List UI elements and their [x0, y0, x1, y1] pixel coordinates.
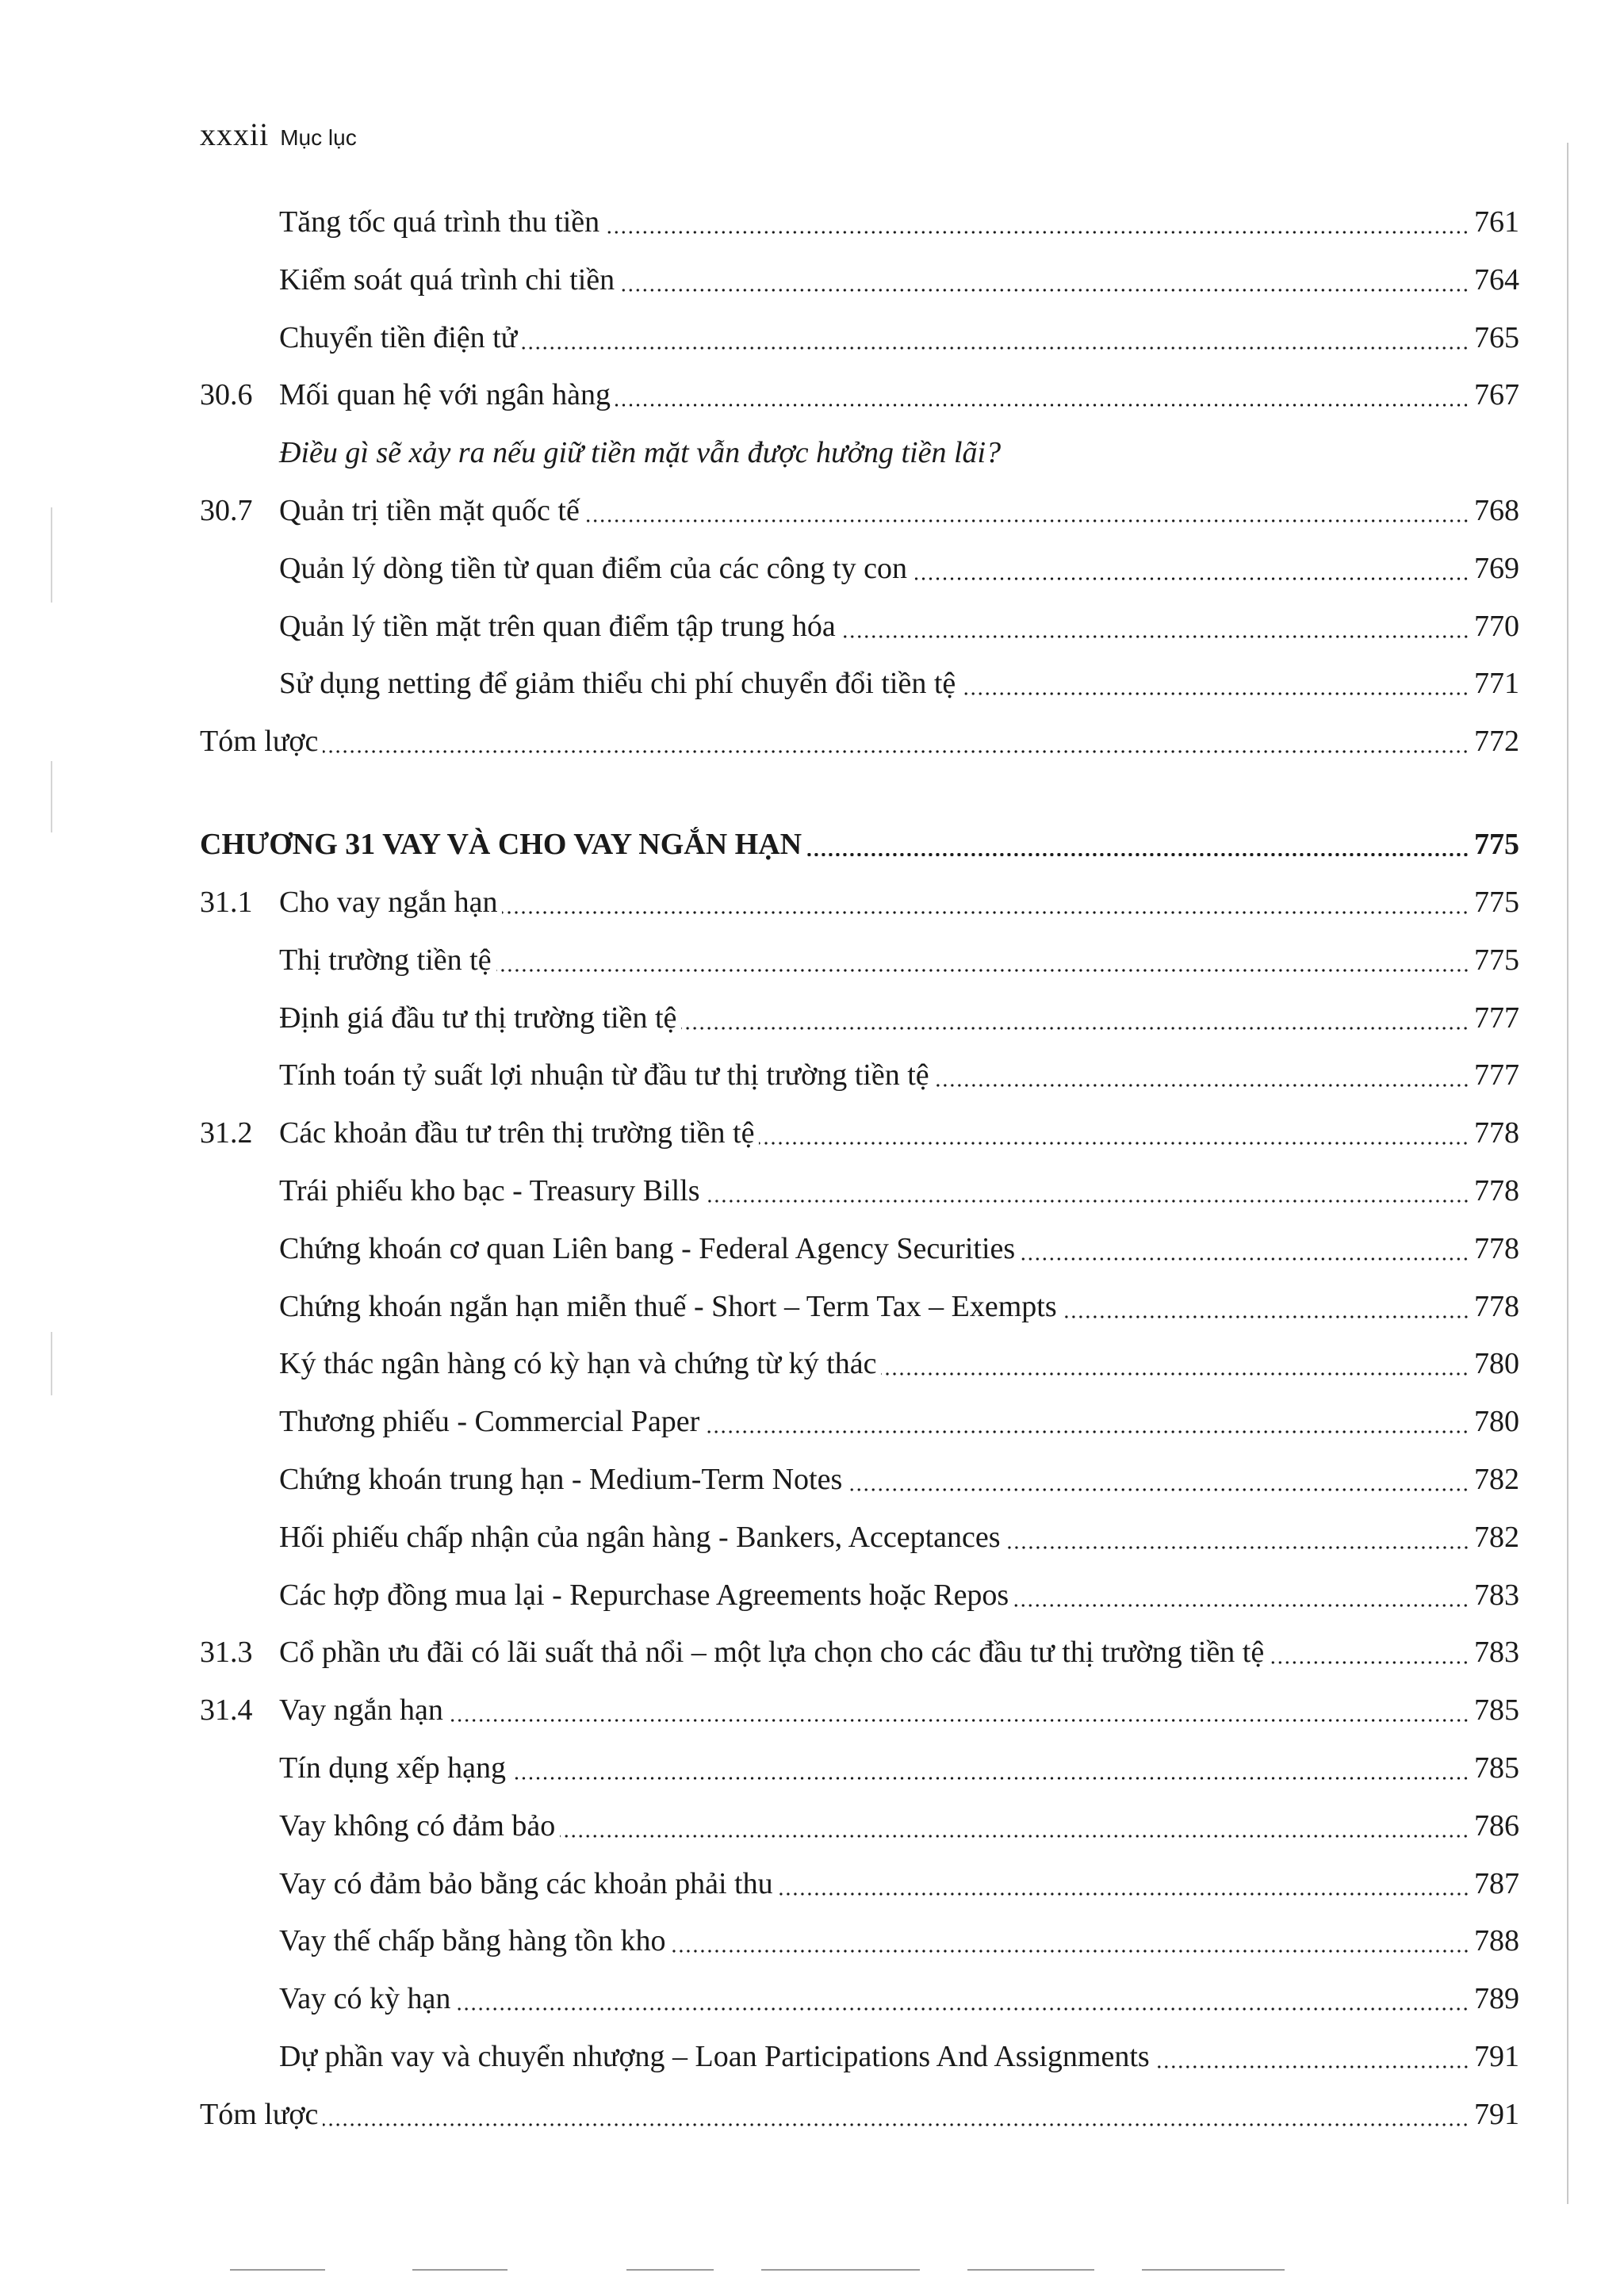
dot-leader [934, 1084, 1469, 1087]
dot-leader [323, 750, 1469, 753]
page-reference: 778 [1474, 1290, 1519, 1324]
toc-entry-body [279, 609, 1519, 645]
toc-entry-body [279, 1115, 1519, 1152]
page-reference: 783 [1474, 1636, 1519, 1670]
toc-entry-body [279, 1520, 1519, 1556]
dot-leader [522, 346, 1469, 350]
toc-entry [200, 655, 1519, 702]
page-reference: 768 [1474, 494, 1519, 528]
dot-leader [806, 852, 1469, 856]
toc-entry-body [200, 2097, 1519, 2133]
page-reference: 772 [1474, 725, 1519, 759]
toc-entry [200, 1912, 1519, 1960]
dot-leader [841, 635, 1469, 638]
page-reference: 778 [1474, 1174, 1519, 1208]
toc-entry [200, 874, 1519, 921]
toc-entry [200, 251, 1519, 299]
entry-title: Tăng tốc quá trình thu tiền [279, 205, 600, 239]
entry-title: Vay không có đảm bảo [279, 1809, 556, 1843]
scan-line [967, 2269, 1094, 2271]
section-number: 31.4 [200, 1693, 253, 1728]
toc-entry-body [279, 1866, 1519, 1903]
toc-entry [200, 309, 1519, 357]
scan-line [761, 2269, 920, 2271]
dot-leader [778, 1892, 1469, 1896]
dot-leader [615, 404, 1469, 407]
toc-entry [200, 1970, 1519, 2018]
toc-entry-body [279, 205, 1519, 241]
page-reference: 791 [1474, 2040, 1519, 2074]
page-reference: 775 [1474, 886, 1519, 920]
entry-title: Tóm lược [200, 2098, 319, 2132]
toc-entry-body [279, 885, 1519, 921]
toc-entry [200, 2086, 1519, 2133]
toc-entry [200, 1393, 1519, 1441]
page-reference: 770 [1474, 610, 1519, 644]
dot-leader [681, 1027, 1469, 1030]
section-number: 30.6 [200, 378, 253, 412]
dot-leader [604, 231, 1469, 234]
entry-title: Tóm lược [200, 725, 319, 759]
section-number: 30.7 [200, 494, 253, 528]
toc-entry [200, 424, 1519, 472]
toc-entry [200, 1451, 1519, 1498]
toc-entry-body [279, 493, 1519, 530]
page-reference: 778 [1474, 1116, 1519, 1150]
entry-title: Hối phiếu chấp nhận của ngân hàng - Bankers, Acceptances [279, 1521, 1001, 1555]
dot-leader [671, 1950, 1469, 1953]
entry-title: Quản trị tiền mặt quốc tế [279, 494, 580, 528]
entry-title: Điều gì sẽ xảy ra nếu giữ tiền mặt vẫn được hưởng tiền lãi? [279, 436, 1002, 470]
toc-entry [200, 1278, 1519, 1326]
page-reference: 787 [1474, 1867, 1519, 1901]
scan-line [626, 2269, 714, 2271]
page-reference: 775 [1474, 943, 1519, 978]
toc-entry-body [279, 1693, 1519, 1729]
toc-entry-body [279, 1001, 1519, 1037]
dot-leader [1005, 1546, 1469, 1549]
page-reference: 785 [1474, 1693, 1519, 1728]
toc-entry-body [279, 262, 1519, 299]
margin-mark [51, 507, 52, 603]
entry-title: Dự phần vay và chuyển nhượng – Loan Participations And Assignments [279, 2040, 1150, 2074]
toc-entry [200, 713, 1519, 760]
dot-leader [502, 911, 1469, 914]
page-reference: 765 [1474, 321, 1519, 355]
toc-entry [200, 366, 1519, 414]
margin-mark [51, 1332, 52, 1395]
entry-title: Tín dụng xếp hạng [279, 1751, 507, 1785]
page-number: xxxii [200, 117, 270, 152]
dot-leader [619, 289, 1469, 292]
page-reference: 791 [1474, 2098, 1519, 2132]
toc-entry [200, 482, 1519, 530]
page-reference: 764 [1474, 263, 1519, 297]
entry-title: Tính toán tỷ suất lợi nhuận từ đầu tư thị trường tiền tệ [279, 1058, 929, 1093]
toc-entry [200, 1624, 1519, 1671]
toc-entry [200, 989, 1519, 1037]
dot-leader [1155, 2065, 1469, 2068]
toc-entry-body [279, 1808, 1519, 1845]
dot-leader [847, 1488, 1469, 1491]
entry-title: Chứng khoán ngắn hạn miễn thuế - Short – Term Tax – Exempts [279, 1290, 1057, 1324]
page-reference: 777 [1474, 1058, 1519, 1093]
entry-title: Thị trường tiền tệ [279, 943, 492, 978]
toc-entry [200, 1047, 1519, 1094]
entry-title: CHƯƠNG 31 VAY VÀ CHO VAY NGẮN HẠN [200, 828, 802, 862]
page-reference: 767 [1474, 378, 1519, 412]
entry-title: Ký thác ngân hàng có kỳ hạn và chứng từ ký thác [279, 1347, 877, 1381]
entry-title: Chứng khoán trung hạn - Medium-Term Notes [279, 1463, 843, 1497]
toc-entry [200, 1104, 1519, 1152]
dot-leader [560, 1835, 1469, 1838]
page-reference: 775 [1474, 828, 1519, 862]
toc-entry-body [279, 377, 1519, 414]
toc-entry [200, 193, 1519, 241]
page-reference: 780 [1474, 1405, 1519, 1439]
entry-title: Sử dụng netting để giảm thiểu chi phí chuyển đổi tiền tệ [279, 667, 956, 701]
toc-entry-body [279, 666, 1519, 702]
entry-title: Quản lý tiền mặt trên quan điểm tập trung hóa [279, 610, 836, 644]
page-reference: 788 [1474, 1924, 1519, 1958]
dot-leader [1062, 1315, 1469, 1318]
page-reference: 780 [1474, 1347, 1519, 1381]
toc-entry-body [200, 724, 1519, 760]
toc-entry-body [279, 1981, 1519, 2018]
page-reference: 789 [1474, 1982, 1519, 2016]
scan-line [1142, 2269, 1285, 2271]
entry-title: Trái phiếu kho bạc - Treasury Bills [279, 1174, 700, 1208]
toc-entry-body [279, 1058, 1519, 1094]
entry-title: Vay ngắn hạn [279, 1693, 443, 1728]
dot-leader [881, 1372, 1469, 1376]
page-reference: 786 [1474, 1809, 1519, 1843]
toc-entry-body [279, 1578, 1519, 1614]
entry-title: Cổ phần ưu đãi có lãi suất thả nổi – một lựa chọn cho các đầu tư thị trường tiền tệ [279, 1636, 1265, 1670]
toc-entry-body [279, 1751, 1519, 1787]
entry-title: Mối quan hệ với ngân hàng [279, 378, 611, 412]
dot-leader [705, 1200, 1469, 1203]
section-number: 31.1 [200, 886, 253, 920]
entry-title: Kiểm soát quá trình chi tiền [279, 263, 615, 297]
page-reference: 778 [1474, 1232, 1519, 1266]
toc-entry-body [200, 827, 1519, 863]
toc-entry-body [279, 551, 1519, 587]
running-title: Mục lục [280, 125, 357, 150]
page-reference: 782 [1474, 1521, 1519, 1555]
entry-title: Chuyển tiền điện tử [279, 321, 518, 355]
scan-line [230, 2269, 325, 2271]
toc-entry [200, 1335, 1519, 1383]
entry-title: Quản lý dòng tiền từ quan điểm của các công ty con [279, 552, 907, 586]
toc-entry-body [279, 1231, 1519, 1268]
page-reference: 782 [1474, 1463, 1519, 1497]
toc-entry-body [279, 1462, 1519, 1498]
toc-entry [200, 1682, 1519, 1729]
entry-title: Vay có đảm bảo bằng các khoản phải thu [279, 1867, 773, 1901]
entry-title: Vay thế chấp bằng hàng tồn kho [279, 1924, 666, 1958]
dot-leader [960, 692, 1469, 695]
dot-leader [1013, 1604, 1469, 1607]
toc-entry [200, 1220, 1519, 1268]
page-reference: 761 [1474, 205, 1519, 239]
entry-title: Vay có kỳ hạn [279, 1982, 451, 2016]
page-reference: 769 [1474, 552, 1519, 586]
chapter-heading [200, 816, 1519, 863]
entry-title: Các khoản đầu tư trên thị trường tiền tệ [279, 1116, 755, 1150]
page-reference: 777 [1474, 1001, 1519, 1035]
margin-mark [51, 761, 52, 832]
toc-entry-body [279, 1346, 1519, 1383]
scan-line [412, 2269, 508, 2271]
toc-entry-body [279, 1635, 1519, 1671]
toc-entry [200, 1509, 1519, 1556]
dot-leader [584, 519, 1469, 522]
toc-entry-body [279, 1923, 1519, 1960]
toc-entry-body [279, 2039, 1519, 2076]
entry-title: Cho vay ngắn hạn [279, 886, 498, 920]
toc-entry [200, 1797, 1519, 1845]
toc-entry [200, 1855, 1519, 1903]
toc-entry-body [279, 320, 1519, 357]
dot-leader [323, 2123, 1469, 2126]
page-edge-line [1567, 143, 1568, 2204]
toc-entry [200, 1739, 1519, 1787]
entry-title: Các hợp đồng mua lại - Repurchase Agreements hoặc Repos [279, 1578, 1009, 1613]
page-reference: 783 [1474, 1578, 1519, 1613]
dot-leader [496, 969, 1469, 972]
dot-leader [511, 1777, 1469, 1780]
dot-leader [455, 2007, 1469, 2011]
toc-entry [200, 1567, 1519, 1614]
toc-entry [200, 598, 1519, 645]
section-number: 31.3 [200, 1636, 253, 1670]
toc-entry [200, 932, 1519, 979]
entry-title: Định giá đầu tư thị trường tiền tệ [279, 1001, 677, 1035]
dot-leader [1269, 1661, 1469, 1664]
page-reference: 785 [1474, 1751, 1519, 1785]
toc-entry [200, 540, 1519, 587]
toc-entry-body [279, 1404, 1519, 1441]
entry-title: Thương phiếu - Commercial Paper [279, 1405, 700, 1439]
dot-leader [759, 1142, 1469, 1145]
page-reference: 771 [1474, 667, 1519, 701]
dot-leader [448, 1719, 1469, 1722]
entry-title: Chứng khoán cơ quan Liên bang - Federal Agency Securities [279, 1232, 1016, 1266]
toc-entry [200, 2028, 1519, 2076]
toc-entry-body [279, 1289, 1519, 1326]
dot-leader [912, 577, 1469, 580]
dot-leader [1020, 1257, 1469, 1261]
section-number: 31.2 [200, 1116, 253, 1150]
toc-entry-body [279, 435, 1519, 472]
toc-entry-body [279, 943, 1519, 979]
toc-entry-body [279, 1173, 1519, 1210]
toc-entry [200, 1162, 1519, 1210]
dot-leader [704, 1430, 1469, 1433]
